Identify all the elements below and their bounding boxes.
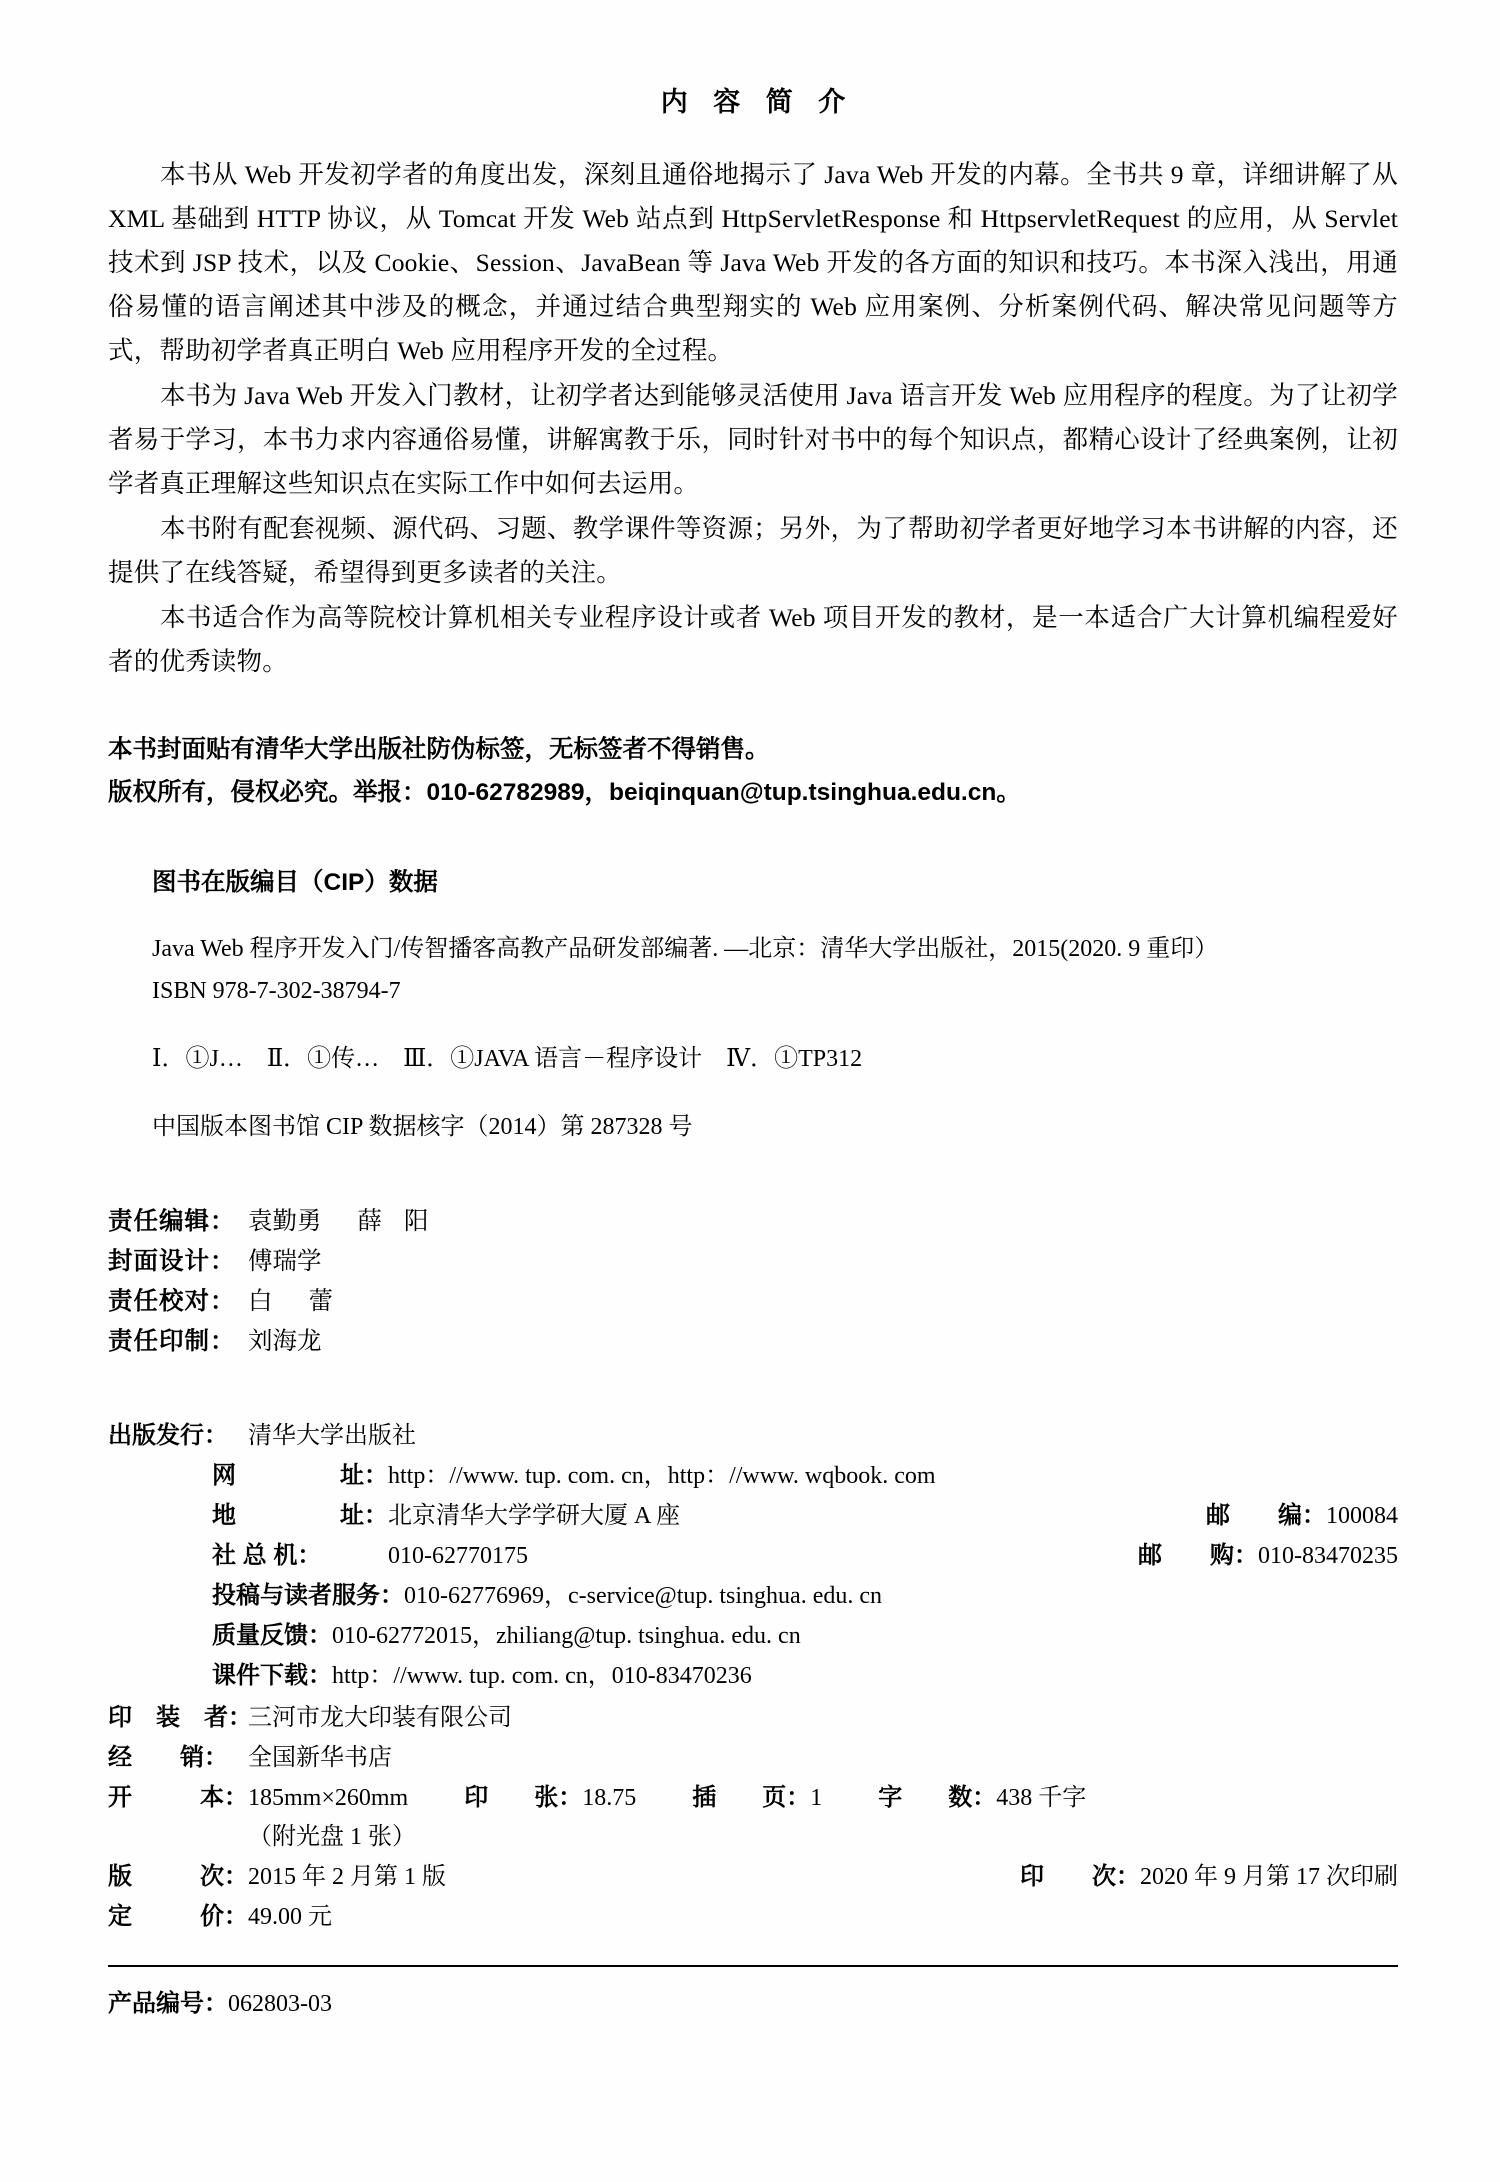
cip-approval-number: 中国版本图书馆 CIP 数据核字（2014）第 287328 号 <box>152 1114 693 1140</box>
publisher-value: 清华大学出版社 <box>248 1423 416 1449</box>
word-count-label: 字 数： <box>878 1784 997 1811</box>
copyright-report-notice: 版权所有，侵权必究。举报：010-62782989，beiqinquan@tup.tsinghua.edu.cn。 <box>108 779 1021 806</box>
credit-value-cover-design: 傅瑞学 <box>248 1248 322 1275</box>
credit-label-cover-design: 封面设计： <box>108 1248 236 1275</box>
intro-section <box>108 153 1398 684</box>
credit-row-print-supervisor <box>108 1322 1398 1362</box>
printer-row <box>108 1698 1398 1738</box>
credit-label-editor: 责任编辑： <box>108 1208 236 1235</box>
cip-isbn: ISBN 978-7-302-38794-7 <box>152 978 401 1004</box>
cip-classification: Ⅰ．①J… Ⅱ．①传… Ⅲ．①JAVA 语言－程序设计 Ⅳ．①TP312 <box>152 1046 863 1072</box>
credit-label-proofreader: 责任校对： <box>108 1288 236 1315</box>
intro-paragraph-4: 本书适合作为高等院校计算机相关专业程序设计或者 Web 项目开发的教材，是一本适合广大计算机编程爱好者的优秀读物。 <box>108 603 1398 676</box>
distributor-value: 全国新华书店 <box>248 1745 392 1771</box>
courseware-download-label: 课件下载： <box>212 1662 332 1689</box>
mail-order-group <box>1138 1536 1398 1576</box>
insert-pages-label: 插 页： <box>692 1784 811 1811</box>
product-code-label: 产品编号： <box>108 1990 228 2017</box>
edition-value: 2015 年 2 月第 1 版 <box>248 1864 446 1890</box>
edition-row <box>108 1857 1398 1897</box>
insert-pages-value: 1 <box>810 1785 823 1811</box>
format-value: 185mm×260mm <box>248 1785 409 1811</box>
product-code-row <box>108 1983 1398 2018</box>
website-row <box>212 1456 1398 1496</box>
reader-service-row <box>212 1576 1398 1616</box>
website-value[interactable]: http：//www. tup. com. cn，http：//www. wqbook. com <box>388 1463 936 1489</box>
reader-service-value[interactable]: 010-62776969，c-service@tup. tsinghua. edu. cn <box>404 1583 882 1609</box>
disc-note: （附光盘 1 张） <box>248 1824 416 1850</box>
postcode-value: 100084 <box>1326 1503 1398 1529</box>
mail-order-value: 010-83470235 <box>1258 1543 1398 1569</box>
price-label: 定 价： <box>108 1903 248 1930</box>
impression-group <box>1020 1857 1398 1897</box>
publisher-section <box>108 1416 1398 1937</box>
edition-label: 版 次： <box>108 1863 248 1890</box>
intro-paragraph-3: 本书附有配套视频、源代码、习题、教学课件等资源；另外，为了帮助初学者更好地学习本书讲解的内容，还提供了在线答疑，希望得到更多读者的关注。 <box>108 514 1398 587</box>
credit-label-print-supervisor: 责任印制： <box>108 1328 236 1355</box>
publisher-details <box>212 1456 1398 1696</box>
page-title: 内 容 简 介 <box>660 87 855 117</box>
credit-row-editor <box>108 1202 1398 1242</box>
quality-feedback-value[interactable]: 010-62772015，zhiliang@tup. tsinghua. edu. cn <box>332 1623 801 1649</box>
cip-body <box>152 928 1398 1012</box>
credit-row-cover-design <box>108 1242 1398 1282</box>
credits-section <box>108 1202 1398 1362</box>
impression-label: 印 次： <box>1020 1863 1140 1890</box>
impression-value: 2020 年 9 月第 17 次印刷 <box>1140 1864 1398 1890</box>
format-label: 开 本： <box>108 1784 248 1811</box>
format-row <box>108 1778 1398 1818</box>
postcode-label: 邮 编： <box>1206 1502 1326 1529</box>
courseware-download-row <box>212 1656 1398 1696</box>
reader-service-label: 投稿与读者服务： <box>212 1582 404 1609</box>
page-content <box>108 60 1398 2018</box>
quality-feedback-label: 质量反馈： <box>212 1622 332 1649</box>
address-row <box>212 1496 1398 1536</box>
distributor-row <box>108 1738 1398 1778</box>
price-value: 49.00 元 <box>248 1904 332 1930</box>
switchboard-label: 社 总 机： <box>212 1542 322 1569</box>
cip-heading: 图书在版编目（CIP）数据 <box>152 869 438 896</box>
anti-counterfeit-notice: 本书封面贴有清华大学出版社防伪标签，无标签者不得销售。 <box>108 736 770 763</box>
website-label: 网 址： <box>212 1462 388 1489</box>
word-count-value: 438 千字 <box>996 1785 1087 1811</box>
publisher-label: 出版发行： <box>108 1422 228 1449</box>
footer-divider <box>108 1965 1398 1967</box>
intro-paragraph-1: 本书从 Web 开发初学者的角度出发，深刻且通俗地揭示了 Java Web 开发的内幕。全书共 9 章，详细讲解了从 XML 基础到 HTTP 协议，从 Tomcat 开发 Web 站点到 HttpServletResponse 和 HttpservletRequest 的应用，从 Servlet 技术到 JSP 技术，以及 Cookie、Session、JavaBean 等 Java Web 开发的各方面的知识和技巧。本书深入浅出，用通俗易懂的语言阐述其中涉及的概念，并通过结合典型翔实的 Web 应用案例、分析案例代码、解决常见问题等方式，帮助初学者真正明白 Web 应用程序开发的全过程。 <box>108 160 1398 365</box>
copyright-notice <box>108 730 1398 813</box>
credit-value-editor: 袁勤勇 薛 阳 <box>248 1208 429 1235</box>
distributor-label: 经 销： <box>108 1744 228 1771</box>
credit-value-print-supervisor: 刘海龙 <box>248 1328 322 1355</box>
credit-value-proofreader: 白 蕾 <box>248 1288 333 1315</box>
address-value: 北京清华大学学研大厦 A 座 <box>388 1503 681 1529</box>
print-sheets-value: 18.75 <box>582 1785 637 1811</box>
courseware-download-value[interactable]: http：//www. tup. com. cn，010-83470236 <box>332 1663 752 1689</box>
postcode-group <box>1206 1496 1398 1536</box>
production-rows <box>108 1698 1398 1937</box>
product-code-value: 062803-03 <box>228 1991 332 2017</box>
printer-label: 印 装 者： <box>108 1704 252 1731</box>
switchboard-value: 010-62770175 <box>388 1543 528 1569</box>
credit-row-proofreader <box>108 1282 1398 1322</box>
printer-value: 三河市龙大印装有限公司 <box>248 1705 512 1731</box>
mail-order-label: 邮 购： <box>1138 1542 1258 1569</box>
print-sheets-label: 印 张： <box>464 1784 583 1811</box>
price-row <box>108 1897 1398 1937</box>
switchboard-row <box>212 1536 1398 1576</box>
intro-paragraph-2: 本书为 Java Web 开发入门教材，让初学者达到能够灵活使用 Java 语言开发 Web 应用程序的程度。为了让初学者易于学习，本书力求内容通俗易懂，讲解寓教于乐，同时针对书中的每个知识点，都精心设计了经典案例，让初学者真正理解这些知识点在实际工作中如何去运用。 <box>108 381 1398 498</box>
address-label: 地 址： <box>212 1502 388 1529</box>
publisher-row <box>108 1416 1398 1456</box>
cip-title-line: Java Web 程序开发入门/传智播客高教产品研发部编著. —北京：清华大学出版社，2015(2020. 9 重印） <box>152 936 1219 962</box>
quality-feedback-row <box>212 1616 1398 1656</box>
